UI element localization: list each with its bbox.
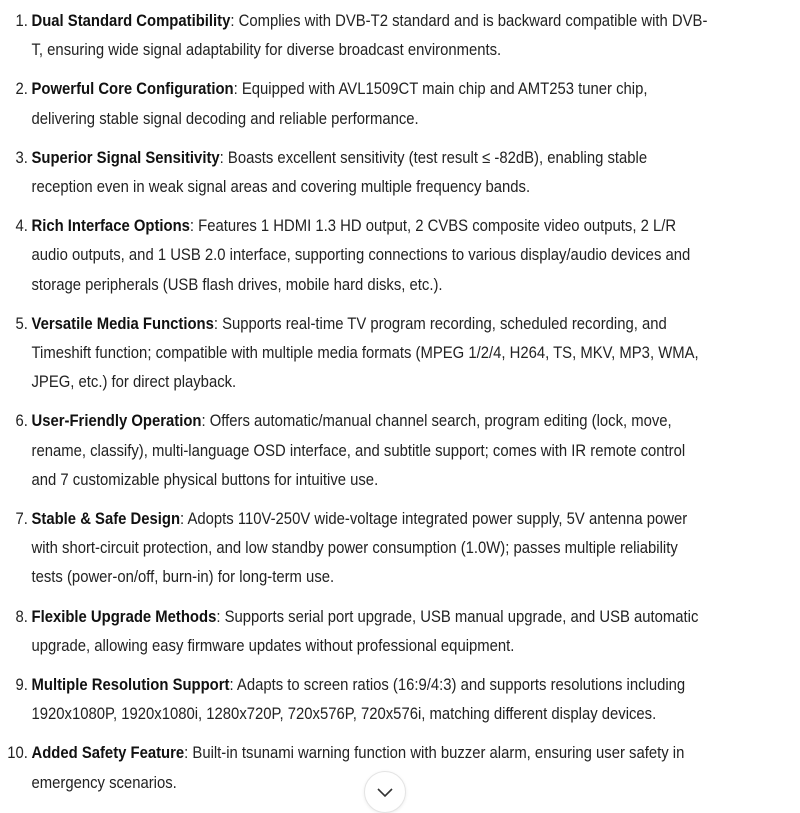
item-text: : Offers automatic/manual channel search, program editing (lock, move, rename, classify), multi-language OSD interface, and subtitle support; comes with IR remote control and 7 customizable physical buttons for intuitive use.	[31, 412, 686, 489]
item-title: Added Safety Feature	[31, 744, 185, 763]
item-title: Powerful Core Configuration	[31, 80, 234, 99]
item-text: : Built-in tsunami warning function with buzzer alarm, ensuring user safety in emergency scenarios.	[31, 744, 685, 792]
item-title: Superior Signal Sensitivity	[31, 148, 220, 167]
item-text: : Boasts excellent sensitivity (test result ≤ -82dB), enabling stable reception even in weak signal areas and covering multiple frequency bands.	[31, 148, 648, 197]
item-number: 2.	[15, 80, 28, 99]
chevron-down-icon	[377, 788, 393, 798]
list-item	[0, 505, 711, 593]
item-number: 5.	[15, 314, 28, 333]
item-number: 8.	[15, 607, 28, 626]
item-text: : Equipped with AVL1509CT main chip and AMT253 tuner chip, delivering stable signal decoding and reliable performance.	[31, 80, 648, 128]
item-text: : Adopts 110V-250V wide-voltage integrated power supply, 5V antenna power with short-circuit protection, and low standby power consumption (1.0W); passes multiple reliability tests (power-on/off, burn-in) for long-term use.	[31, 510, 688, 587]
list-item	[0, 671, 711, 729]
list-item	[0, 407, 711, 495]
item-number: 10.	[7, 744, 28, 763]
item-text: : Supports serial port upgrade, USB manual upgrade, and USB automatic upgrade, allowing easy firmware updates without professional equipment.	[31, 607, 699, 655]
item-title: Multiple Resolution Support	[31, 676, 230, 695]
item-number: 1.	[15, 12, 28, 30]
list-item	[0, 603, 711, 661]
item-title: Flexible Upgrade Methods	[31, 607, 217, 626]
item-text: : Features 1 HDMI 1.3 HD output, 2 CVBS composite video outputs, 2 L/R audio outputs, and 1 USB 2.0 interface, supporting connections to various display/audio devices and storage peripherals (USB flash drives, mobile hard disks, etc.).	[31, 217, 691, 294]
item-title: Rich Interface Options	[31, 217, 190, 236]
scroll-down-button[interactable]	[364, 771, 406, 813]
list-item	[0, 739, 711, 797]
item-text: : Supports real-time TV program recording, scheduled recording, and Timeshift function; compatible with multiple media formats (MPEG 1/2/4, H264, TS, MKV, MP3, WMA, JPEG, etc.) for direct playback.	[31, 314, 699, 392]
list-item	[0, 75, 711, 133]
feature-list	[0, 7, 720, 808]
item-number: 9.	[15, 676, 28, 695]
item-text: : Adapts to screen ratios (16:9/4:3) and supports resolutions including 1920x1080P, 1920x1080i, 1280x720P, 720x576P, 720x576i, matching different display devices.	[31, 676, 686, 724]
item-title: Stable & Safe Design	[31, 510, 181, 529]
item-number: 7.	[15, 510, 28, 529]
item-number: 4.	[15, 217, 28, 236]
list-item	[0, 7, 711, 65]
item-number: 3.	[15, 148, 28, 167]
item-number: 6.	[15, 412, 28, 431]
list-item	[0, 144, 711, 202]
list-item	[0, 212, 711, 300]
list-item	[0, 310, 711, 398]
item-title: Versatile Media Functions	[31, 314, 214, 333]
item-title: Dual Standard Compatibility	[31, 12, 231, 30]
item-title: User-Friendly Operation	[31, 412, 202, 431]
item-text: : Complies with DVB-T2 standard and is backward compatible with DVB-T, ensuring wide signal adaptability for diverse broadcast environments.	[31, 12, 708, 60]
